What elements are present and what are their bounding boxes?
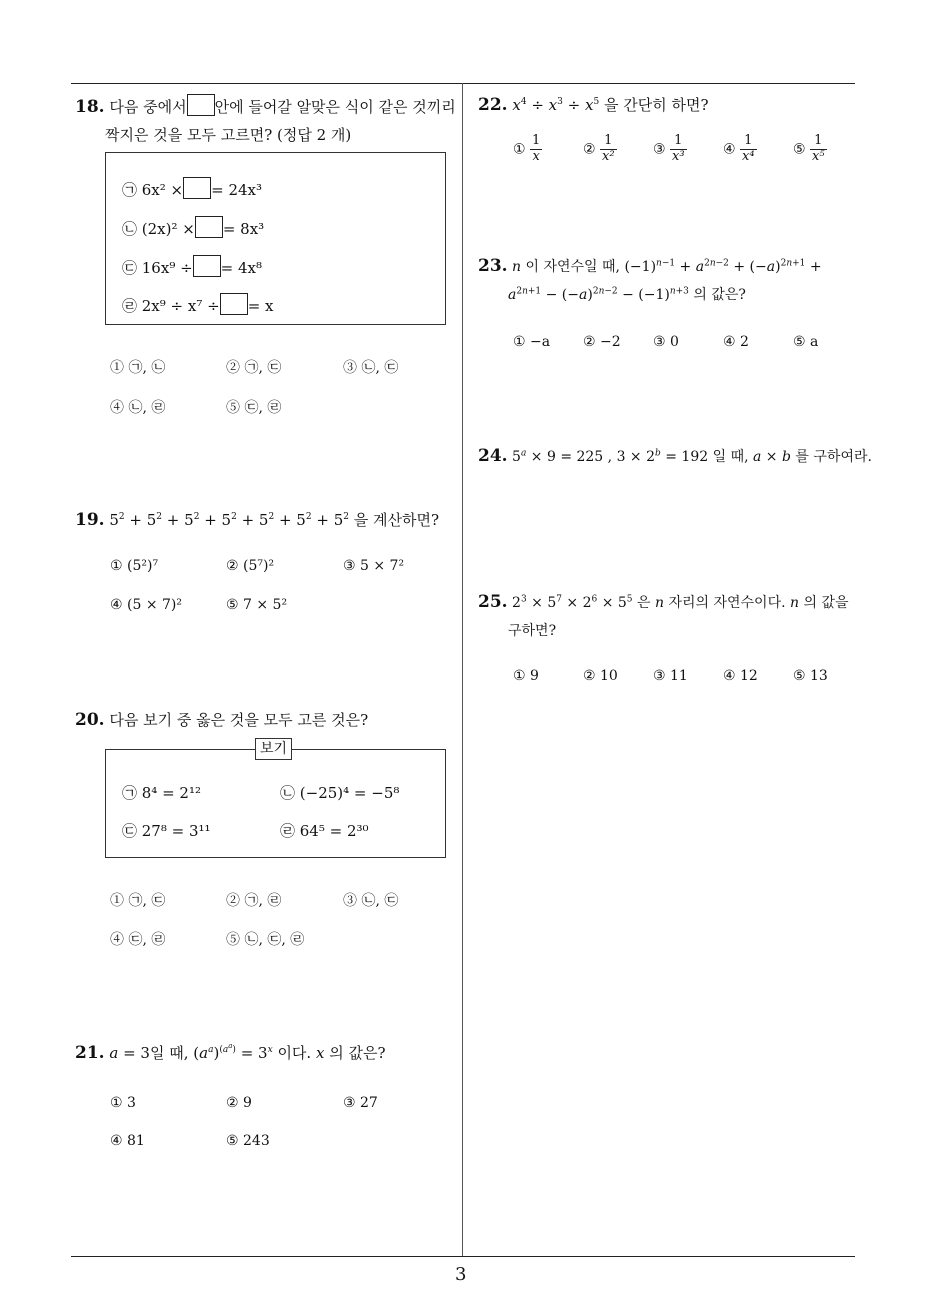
q25-var: n [790, 595, 800, 611]
q18-line2: 짝지은 것을 모두 고르면? (정답 2 개) [105, 126, 352, 144]
q23-var: n [512, 259, 522, 275]
numerator: 1 [740, 134, 757, 150]
q19-text: 을 계산하면? [353, 511, 440, 529]
denominator: x³ [672, 148, 685, 164]
q21-text: 일 때, [149, 1044, 189, 1062]
fraction [600, 134, 617, 165]
q24-expression: $5^a \times 9 = 225$ , $3 \times 2^b = 192$ [512, 448, 709, 465]
q25-option-5[interactable]: ⑤ 13 [793, 668, 828, 684]
q18-option-2[interactable]: ② ㉠, ㉢ [226, 360, 282, 376]
q23-text: 의 값은? [693, 287, 746, 303]
q19-option-2[interactable]: ② (5⁷)² [226, 558, 275, 574]
q23-line2 [508, 284, 746, 304]
item-text: = 4x⁸ [220, 259, 263, 277]
q25-option-1[interactable]: ① 9 [513, 668, 539, 684]
q25-var: n [654, 595, 664, 611]
q25-text: 의 값을 [803, 595, 849, 611]
q20-option-4[interactable]: ④ ㉢, ㉣ [110, 932, 166, 948]
q18-line1 [75, 94, 456, 117]
q19-option-3[interactable]: ③ 5 × 7² [343, 558, 405, 574]
denominator: x [532, 148, 540, 164]
q21-option-4[interactable]: ④ 81 [110, 1133, 145, 1149]
q23-option-5[interactable]: ⑤ a [793, 334, 819, 350]
q21-math-2: $(a^a)^{(a^a)} = 3^x$ [193, 1042, 273, 1062]
q22-text: 을 간단히 하면? [603, 96, 709, 114]
numerator: 1 [600, 134, 617, 150]
q18-text-post: 안에 들어갈 알맞은 식이 같은 것끼리 [214, 98, 456, 116]
q20-item-1: ㉠ 8⁴ = 2¹² [122, 784, 201, 802]
q20-option-5[interactable]: ⑤ ㉡, ㉢, ㉣ [226, 932, 305, 948]
q23-option-4[interactable]: ④ 2 [723, 334, 749, 350]
q18-number: 18. [75, 97, 105, 117]
answer-blank [195, 216, 223, 238]
option-marker: ④ [723, 141, 736, 158]
column-divider [462, 83, 463, 1256]
numerator: 1 [532, 133, 541, 148]
fraction [670, 134, 687, 165]
item-text: ㉡ (2x)² × [122, 220, 195, 238]
q18-item-2 [122, 216, 264, 239]
q20-item-2: ㉡ (−25)⁴ = −5⁸ [280, 784, 400, 802]
denominator: x⁵ [812, 148, 825, 164]
q22-option-2[interactable] [583, 134, 617, 165]
q25-expression: $2^3 \times 5^7 \times 2^6 \times 5^5$ [512, 594, 633, 611]
q21-number: 21. [75, 1043, 105, 1063]
q21-option-1[interactable]: ① 3 [110, 1095, 136, 1111]
q19-option-1[interactable]: ① (5²)⁷ [110, 558, 159, 574]
q23-line1 [478, 256, 822, 276]
q20-number: 20. [75, 710, 105, 730]
q22-expression: $x^4 \div x^3 \div x^5$ [512, 96, 600, 114]
page-number: 3 [455, 1264, 467, 1285]
item-text: = x [247, 297, 274, 315]
answer-blank [187, 94, 215, 116]
numerator: 1 [670, 134, 687, 150]
q22-option-3[interactable] [653, 134, 687, 165]
q20-bogi-box [105, 749, 446, 858]
option-marker: ③ [653, 141, 666, 158]
q20-option-1[interactable]: ① ㉠, ㉢ [110, 893, 166, 909]
q25-option-4[interactable]: ④ 12 [723, 668, 758, 684]
q18-item-3 [122, 255, 262, 278]
q18-item-4 [122, 293, 274, 316]
q22-line [478, 94, 709, 115]
option-marker: ② [583, 141, 596, 158]
q22-number: 22. [478, 95, 508, 115]
q25-line1 [478, 592, 849, 612]
q24-target: a × b [753, 449, 791, 465]
q18-text-pre: 다음 중에서 [109, 98, 187, 116]
q18-item-1 [122, 177, 262, 200]
q21-option-3[interactable]: ③ 27 [343, 1095, 378, 1111]
q24-line [478, 446, 872, 466]
q21-text: 의 값은? [329, 1044, 386, 1062]
q22-option-5[interactable] [793, 134, 827, 165]
q23-number: 23. [478, 256, 508, 276]
answer-blank [183, 177, 211, 199]
q23-option-2[interactable]: ② −2 [583, 334, 621, 350]
denominator: x² [602, 148, 615, 164]
item-text: = 24x³ [211, 181, 263, 199]
q20-text: 다음 보기 중 옳은 것을 모두 고른 것은? [109, 711, 369, 729]
q25-text: 자리의 자연수이다. [668, 595, 786, 611]
fraction [530, 134, 542, 165]
q23-option-3[interactable]: ③ 0 [653, 334, 679, 350]
q20-item-4: ㉣ 64⁵ = 2³⁰ [280, 822, 369, 840]
fraction [740, 134, 757, 165]
fraction [810, 134, 827, 165]
top-rule [71, 83, 855, 84]
q18-option-1[interactable]: ① ㉠, ㉡ [110, 360, 166, 376]
answer-blank [220, 293, 248, 315]
q25-text: 은 [636, 595, 651, 611]
item-text: ㉣ 2x⁹ ÷ x⁷ ÷ [122, 297, 220, 315]
q21-math-1: a = 3 [109, 1044, 150, 1062]
q25-option-2[interactable]: ② 10 [583, 668, 618, 684]
q20-line [75, 709, 368, 730]
q18-option-4[interactable]: ④ ㉡, ㉣ [110, 400, 166, 416]
q23-expression-1: $(-1)^{n-1} + a^{2n-2} + (-a)^{2n+1}$ + [624, 258, 822, 275]
q23-expression-2: $a^{2n+1} - (-a)^{2n-2} - (-1)^{n+3}$ [508, 286, 689, 303]
numerator: 1 [810, 134, 827, 150]
q25-line2: 구하면? [508, 623, 557, 639]
q24-text: 를 구하여라. [795, 449, 872, 465]
denominator: x⁴ [742, 148, 755, 164]
q19-expression: $5^2 + 5^2 + 5^2 + 5^2 + 5^2 + 5^2 + 5^2$ [109, 511, 349, 529]
item-text: = 8x³ [222, 220, 265, 238]
q22-option-4[interactable] [723, 134, 757, 165]
q20-option-3[interactable]: ③ ㉡, ㉢ [343, 893, 399, 909]
option-marker: ⑤ [793, 141, 806, 158]
q20-item-3: ㉢ 27⁸ = 3¹¹ [122, 822, 211, 840]
bogi-label: 보기 [255, 738, 292, 760]
q21-option-5[interactable]: ⑤ 243 [226, 1133, 270, 1149]
q18-option-5[interactable]: ⑤ ㉢, ㉣ [226, 400, 282, 416]
q25-number: 25. [478, 592, 508, 612]
q19-option-5[interactable]: ⑤ 7 × 5² [226, 597, 288, 613]
q21-text: 이다. [277, 1044, 312, 1062]
q24-number: 24. [478, 446, 508, 466]
q24-text: 일 때, [712, 449, 749, 465]
q19-number: 19. [75, 510, 105, 530]
q20-option-2[interactable]: ② ㉠, ㉣ [226, 893, 282, 909]
q21-line [75, 1042, 386, 1063]
q19-line [75, 509, 439, 530]
item-text: ㉠ 6x² × [122, 181, 184, 199]
q23-option-1[interactable]: ① −a [513, 334, 551, 350]
q21-option-2[interactable]: ② 9 [226, 1095, 252, 1111]
q21-var: x [315, 1044, 325, 1062]
bottom-rule [71, 1256, 855, 1257]
q19-option-4[interactable]: ④ (5 × 7)² [110, 597, 182, 613]
answer-blank [193, 255, 221, 277]
option-marker: ① [513, 141, 526, 158]
q22-option-1[interactable] [513, 134, 542, 165]
q25-option-3[interactable]: ③ 11 [653, 668, 688, 684]
q18-option-3[interactable]: ③ ㉡, ㉢ [343, 360, 399, 376]
q23-text: 이 자연수일 때, [525, 259, 621, 275]
item-text: ㉢ 16x⁹ ÷ [122, 259, 193, 277]
